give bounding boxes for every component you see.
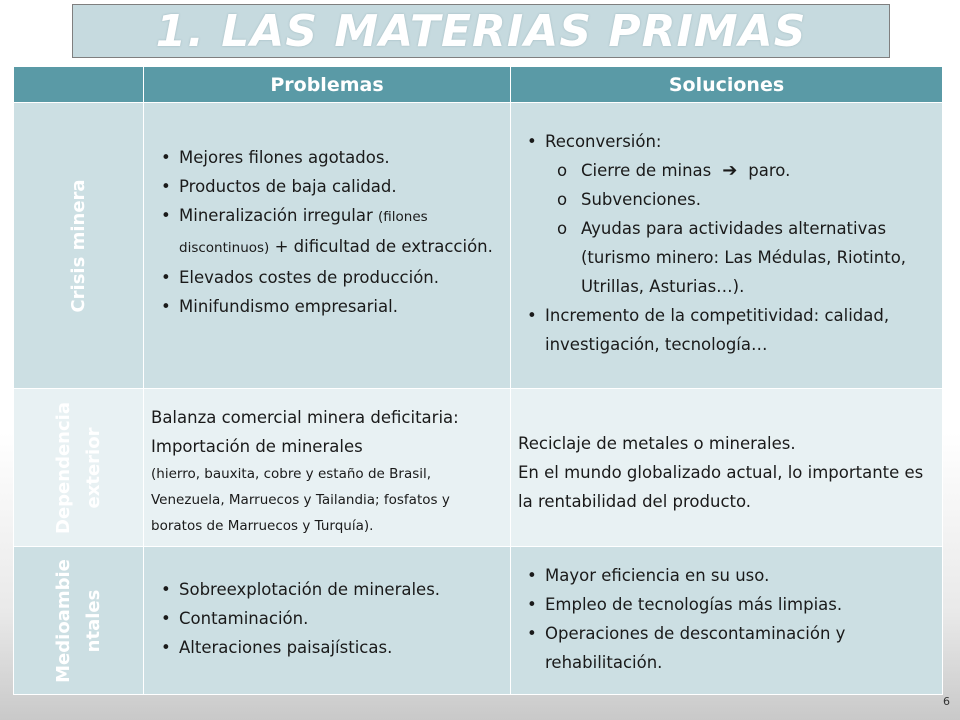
- list-item: o Ayudas para actividades alternativas (turismo minero: Las Médulas, Riotinto, Utrillas, Asturias…).: [545, 214, 932, 301]
- slide-title: 1. LAS MATERIAS PRIMAS: [155, 5, 807, 57]
- crisis-soluciones-list: [523, 127, 932, 359]
- list-item: • Minifundismo empresarial.: [157, 292, 500, 321]
- header-problemas: Problemas: [144, 67, 511, 103]
- arrow-right-icon: ➔: [716, 160, 744, 181]
- list-item: • Contaminación.: [157, 604, 500, 633]
- row-label-dependencia-exterior: Dependencia exterior: [14, 389, 144, 547]
- header-row: [14, 67, 943, 103]
- page-number: 6: [943, 695, 950, 708]
- row-crisis-minera: [14, 103, 943, 389]
- list-item: • Sobreexplotación de minerales.: [157, 575, 500, 604]
- list-item: • Empleo de tecnologías más limpias.: [523, 590, 932, 619]
- list-item: • Incremento de la competitividad: calidad, investigación, tecnología…: [523, 301, 932, 359]
- medioambientales-soluciones-cell: [511, 547, 943, 695]
- reconversion-sublist: [545, 156, 932, 301]
- row-dependencia-exterior: [14, 389, 943, 547]
- materias-primas-table: [13, 66, 943, 695]
- medioambientales-problemas-cell: [144, 547, 511, 695]
- header-corner: [14, 67, 144, 103]
- list-item: • Alteraciones paisajísticas.: [157, 633, 500, 662]
- dependencia-soluciones-cell: Reciclaje de metales o minerales. En el mundo globalizado actual, lo importante es la rentabilidad del producto.: [511, 389, 943, 547]
- title-box: [72, 4, 890, 58]
- row-label-medioambientales: Medioambie ntales: [14, 547, 144, 695]
- medioambientales-problemas-list: [157, 575, 500, 662]
- list-item: • Mineralización irregular (filones discontinuos) + dificultad de extracción.: [157, 201, 500, 263]
- row-label-crisis-minera: Crisis minera: [14, 103, 144, 389]
- list-item: • Operaciones de descontaminación y rehabilitación.: [523, 619, 932, 677]
- header-soluciones: Soluciones: [511, 67, 943, 103]
- list-item: o Cierre de minas ➔ paro.: [545, 156, 932, 185]
- row-medioambientales: [14, 547, 943, 695]
- crisis-soluciones-cell: [511, 103, 943, 389]
- list-item: • Mejores filones agotados.: [157, 143, 500, 172]
- medioambientales-soluciones-list: [523, 561, 932, 677]
- list-item: • Mayor eficiencia en su uso.: [523, 561, 932, 590]
- crisis-problemas-cell: [144, 103, 511, 389]
- list-item: • Reconversión: o Cierre de minas ➔ paro. o Subvenciones. o Ayudas para actividades alternativas (turismo minero: Las Médulas, Riotinto, Utrillas, Asturias…).: [523, 127, 932, 301]
- list-item: • Productos de baja calidad.: [157, 172, 500, 201]
- list-item: o Subvenciones.: [545, 185, 932, 214]
- dependencia-problemas-cell: Balanza comercial minera deficitaria: Importación de minerales (hierro, bauxita, cobre y estaño de Brasil, Venezuela, Marruecos y Tailandia; fosfatos y boratos de Marruecos y Turquía).: [144, 389, 511, 547]
- crisis-problemas-list: [157, 143, 500, 321]
- list-item: • Elevados costes de producción.: [157, 263, 500, 292]
